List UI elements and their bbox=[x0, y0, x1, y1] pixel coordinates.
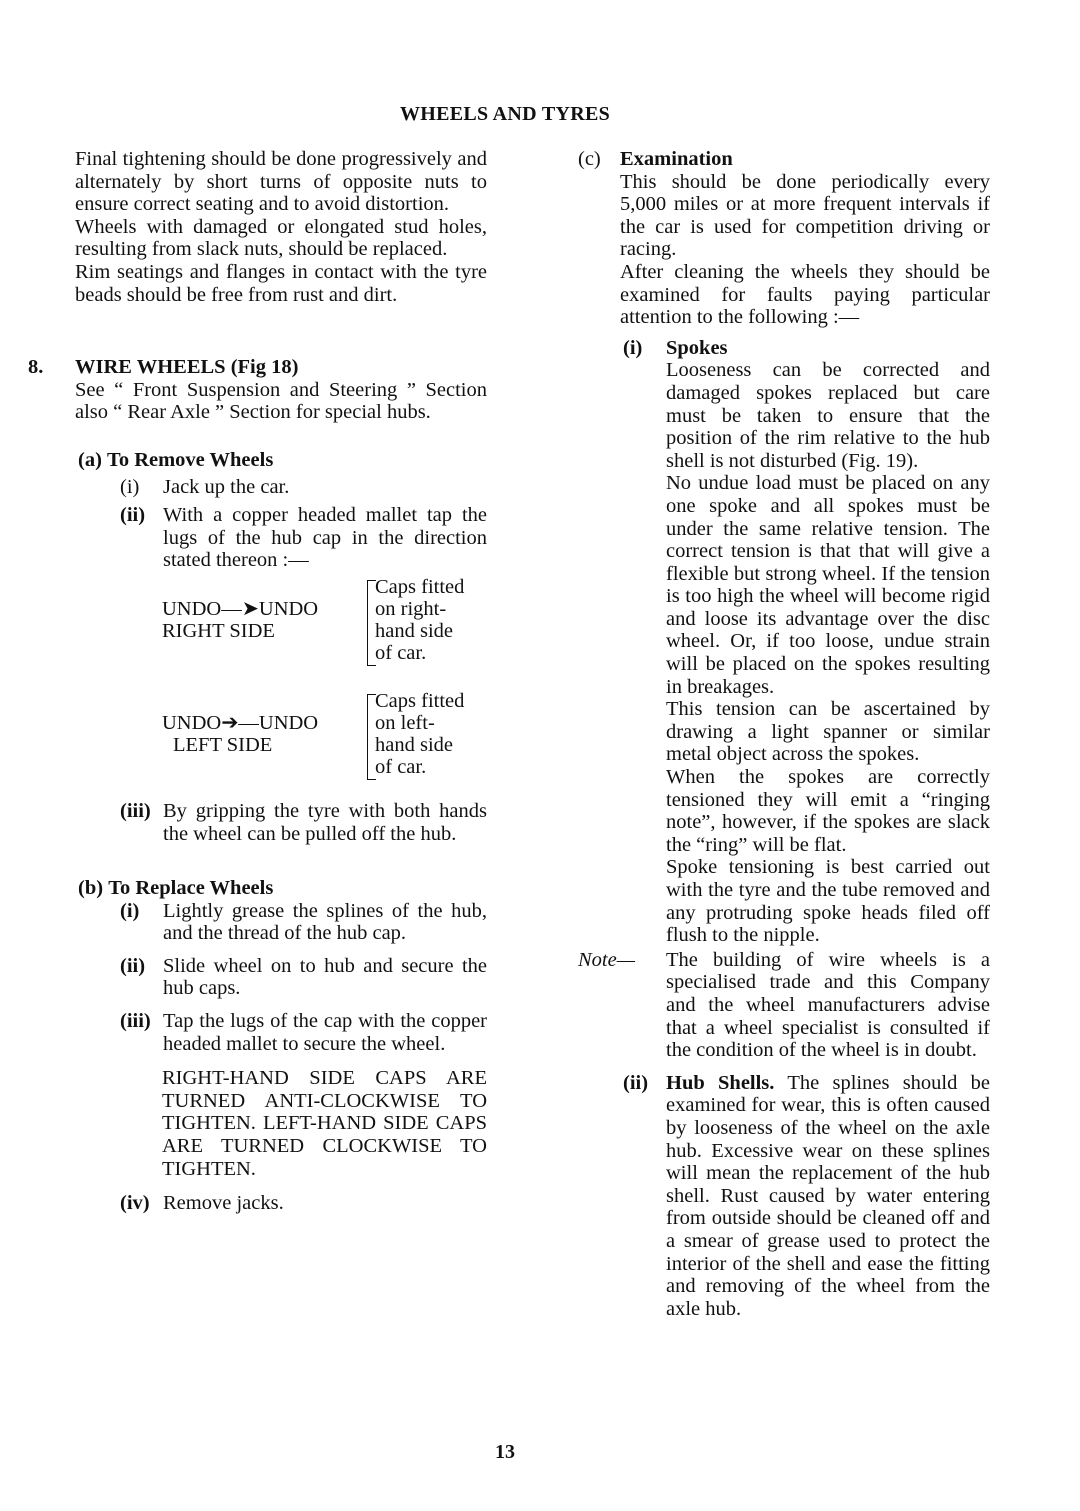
note-block bbox=[578, 949, 990, 1062]
item-label: (i) bbox=[623, 336, 643, 359]
right-column bbox=[578, 148, 990, 1320]
list-item bbox=[75, 900, 487, 945]
section-number: 8. bbox=[28, 356, 44, 379]
intro-paragraph-1: Final tightening should be done progressively and alternately by short turns of opposite nuts to ensure correct seating and to avoid distortion. bbox=[75, 148, 487, 216]
page-number: 13 bbox=[495, 1441, 515, 1463]
item-label: (iii) bbox=[120, 1010, 151, 1033]
caps-warning: RIGHT-HAND SIDE CAPS ARE TURNED ANTI-CLOCKWISE TO TIGHTEN. LEFT-HAND SIDE CAPS ARE TURNED CLOCKWISE TO TIGHTEN. bbox=[162, 1067, 487, 1180]
spokes-paragraph: This tension can be ascertained by drawing a light spanner or similar metal object across the spokes. bbox=[666, 698, 990, 766]
item-text: Tap the lugs of the cap with the copper headed mallet to secure the wheel. bbox=[163, 1010, 487, 1055]
bracket-line: of car. bbox=[375, 641, 427, 664]
list-item bbox=[75, 955, 487, 1000]
list-item bbox=[75, 1010, 487, 1055]
intro-paragraph-3: Rim seatings and flanges in contact with the tyre beads should be free from rust and dirt. bbox=[75, 260, 487, 306]
spokes-paragraph: Spoke tensioning is best carried out with the tyre and the tube removed and any protruding spoke heads filed off flush to the nipple. bbox=[666, 856, 990, 947]
item-label: (iv) bbox=[120, 1192, 150, 1215]
subsection-title: To Replace Wheels bbox=[108, 877, 274, 900]
item-label: (ii) bbox=[120, 954, 146, 977]
list-item bbox=[75, 800, 487, 845]
hub-shells-title: Hub Shells. bbox=[666, 1071, 775, 1094]
item-text: By gripping the tyre with both hands the wheel can be pulled off the hub. bbox=[163, 799, 487, 845]
item-text: Slide wheel on to hub and secure the hub caps. bbox=[163, 954, 487, 1000]
exam-paragraph-2: After cleaning the wheels they should be examined for faults paying particular attention to the following :— bbox=[620, 260, 990, 329]
bracket-line: of car. bbox=[375, 755, 427, 778]
left-column bbox=[28, 148, 487, 1215]
note-text: The building of wire wheels is a specialised trade and this Company and the wheel manufacturers advise that a wheel specialist is consulted if the condition of the wheel is in doubt. bbox=[666, 948, 990, 1062]
bracket-line: Caps fitted bbox=[375, 575, 465, 598]
right-side-cap-diagram bbox=[75, 576, 487, 668]
section-8 bbox=[28, 356, 487, 424]
subsection-label: (a) bbox=[78, 448, 102, 471]
bracket-line: hand side bbox=[375, 619, 453, 642]
exam-paragraph-1: This should be done periodically every 5,000 miles or at more frequent intervals if the car is used for competition driving or racing. bbox=[620, 170, 990, 261]
subsection-examination bbox=[578, 148, 990, 171]
item-label: (i) bbox=[120, 899, 140, 922]
subsection-title: To Remove Wheels bbox=[107, 448, 274, 471]
spokes-block bbox=[578, 337, 990, 947]
item-label: (iii) bbox=[120, 799, 151, 822]
left-side-cap-diagram bbox=[75, 690, 487, 782]
item-text: With a copper headed mallet tap the lugs of the hub cap in the direction stated thereon :— bbox=[163, 504, 487, 572]
item-text: Lightly grease the splines of the hub, and the thread of the hub cap. bbox=[163, 899, 487, 945]
page-title: WHEELS AND TYRES bbox=[399, 103, 611, 125]
section-intro: See “ Front Suspension and Steering ” Section also “ Rear Axle ” Section for special hubs. bbox=[75, 378, 487, 424]
item-label: (ii) bbox=[120, 504, 146, 527]
spokes-paragraph: No undue load must be placed on any one spoke and all spokes must be under the same relative tension. The correct tension is that that will give a flexible but strong wheel. If the tension is too high the wheel will become rigid and loose its advantage over the disc wheel. Or, if too loose, undue strain will be placed on the spokes resulting in breakages. bbox=[666, 472, 990, 698]
hub-shells-text: The splines should be examined for wear, this is often caused by looseness of the wheel on the axle hub. Excessive wear on these splines will mean the replacement of the hub shell. Rust caused by water entering from outside should be cleaned off and a smear of grease used to protect the interior of the shell and ease the fitting and removing of the wheel from the axle hub. bbox=[666, 1071, 990, 1320]
bracket-line: on right- bbox=[375, 597, 447, 620]
list-item bbox=[75, 476, 487, 499]
section-title: WIRE WHEELS (Fig 18) bbox=[75, 356, 299, 379]
bracket-line: Caps fitted bbox=[375, 689, 465, 712]
subsection-replace-wheels bbox=[78, 877, 487, 900]
bracket-line: on left- bbox=[375, 711, 435, 734]
item-text: Remove jacks. bbox=[163, 1192, 284, 1215]
subsection-label: (c) bbox=[578, 148, 601, 170]
side-label: LEFT SIDE bbox=[173, 733, 273, 756]
list-item bbox=[75, 504, 487, 572]
hub-shells-block bbox=[578, 1072, 990, 1321]
item-label: (i) bbox=[120, 475, 140, 498]
side-label: RIGHT SIDE bbox=[162, 619, 275, 642]
spokes-title: Spokes bbox=[666, 336, 728, 359]
spokes-paragraph: Looseness can be corrected and damaged spokes replaced but care must be taken to ensure that the position of the rim relative to the hub shell is not disturbed (Fig. 19). bbox=[666, 359, 990, 472]
intro-paragraph-2: Wheels with damaged or elongated stud holes, resulting from slack nuts, should be replaced. bbox=[75, 215, 487, 261]
item-label: (ii) bbox=[623, 1071, 649, 1094]
item-text: Jack up the car. bbox=[163, 475, 290, 498]
undo-arrow-right: UNDO—➤UNDO bbox=[162, 597, 319, 620]
subsection-title: Examination bbox=[620, 148, 733, 170]
subsection-label: (b) bbox=[78, 877, 104, 900]
note-label: Note— bbox=[578, 948, 635, 971]
list-item bbox=[75, 1192, 487, 1215]
undo-arrow-left: UNDO➔—UNDO bbox=[162, 711, 319, 734]
subsection-remove-wheels bbox=[78, 449, 487, 472]
spokes-paragraph: When the spokes are correctly tensioned they will emit a “ringing note”, however, if the spokes are slack the “ring” will be flat. bbox=[666, 766, 990, 856]
bracket-line: hand side bbox=[375, 733, 453, 756]
